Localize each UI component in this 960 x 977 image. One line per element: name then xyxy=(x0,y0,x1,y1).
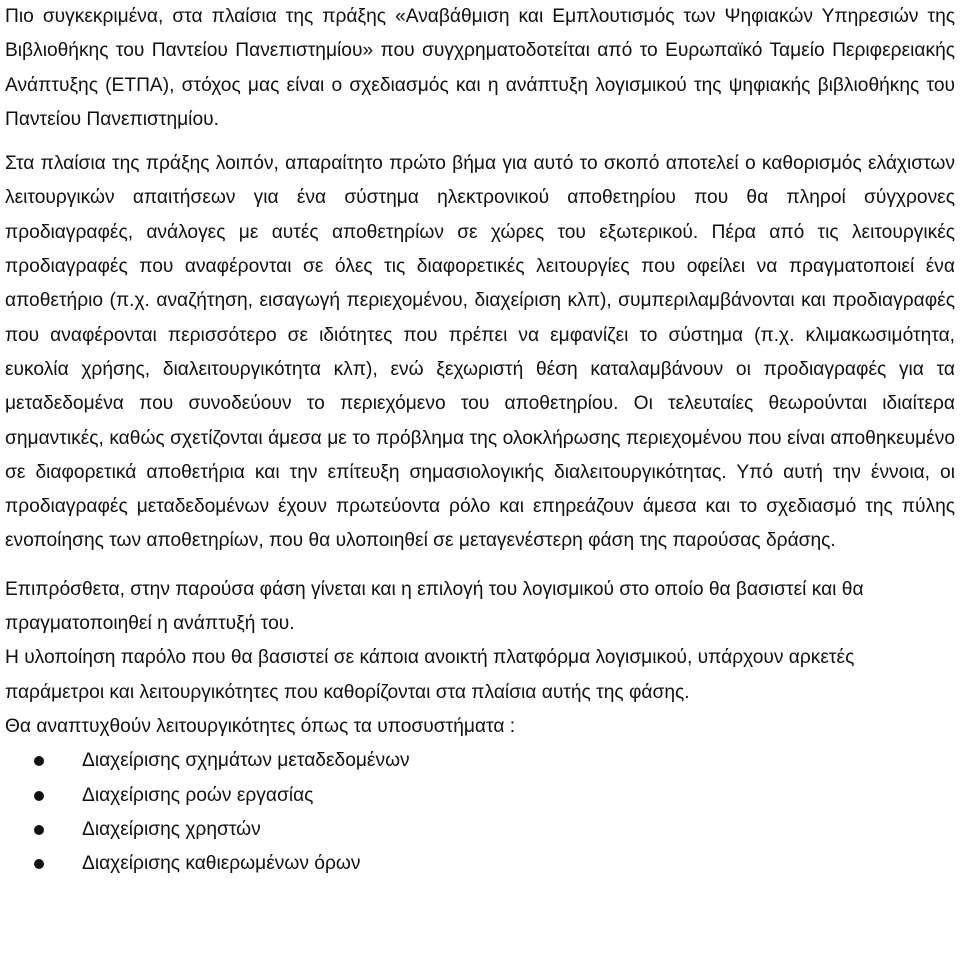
list-item-label: Διαχείρισης καθιερωμένων όρων xyxy=(82,853,361,875)
list-item-label: Διαχείρισης σχημάτων μεταδεδομένων xyxy=(82,750,410,772)
paragraph-intro: Πιο συγκεκριμένα, στα πλαίσια της πράξης «Αναβάθμιση και Εμπλουτισμός των Ψηφιακών Υπηρεσιών της Βιβλιοθήκης του Παντείου Πανεπιστημίου» που συγχρηματοδοτείται από το Ευρωπαϊκό Ταμείο Περιφερειακής Ανάπτυξης (ΕΤΠΑ), στόχος μας είναι ο σχεδιασμός και η ανάπτυξη λογισμικού της ψηφιακής βιβλιοθήκης του Παντείου Πανεπιστημίου. xyxy=(5,6,955,130)
document-page xyxy=(5,0,955,881)
list-item xyxy=(5,744,955,778)
paragraph-subsystems-intro: Θα αναπτυχθούν λειτουργικότητες όπως τα υποσυστήματα : xyxy=(5,715,516,737)
bullet-icon xyxy=(34,859,44,869)
list-item xyxy=(5,813,955,847)
list-item-label: Διαχείρισης χρηστών xyxy=(82,818,261,840)
list-item-label: Διαχείρισης ροών εργασίας xyxy=(82,784,314,806)
subsystems-list xyxy=(5,744,955,881)
paragraph-requirements: Στα πλαίσια της πράξης λοιπόν, απαραίτητο πρώτο βήμα για αυτό το σκοπό αποτελεί ο καθορισμός ελάχιστων λειτουργικών απαιτήσεων για ένα σύστημα ηλεκτρονικού αποθετηρίου που θα πληροί σύγχρονες προδιαγραφές, ανάλογες με αυτές αποθετηρίων σε χώρες του εξωτερικού. Πέρα από τις λειτουργικές προδιαγραφές που αναφέρονται σε όλες τις διαφορετικές λειτουργίες που οφείλει να πραγματοποιεί ένα αποθετήριο (π.χ. αναζήτηση, εισαγωγή περιεχομένου, διαχείριση κλπ), συμπεριλαμβάνονται και προδιαγραφές που αναφέρονται περισσότερο σε ιδιότητες που πρέπει να εμφανίζει το σύστημα (π.χ. κλιμακωσιμότητα, ευκολία χρήσης, διαλειτουργικότητα κλπ), ενώ ξεχωριστή θέση καταλαμβάνουν οι προδιαγραφές για τα μεταδεδομένα που συνοδεύουν το περιεχόμενο του αποθετηρίου. Οι τελευταίες θεωρούνται ιδιαίτερα σημαντικές, καθώς σχετίζονται άμεσα με το πρόβλημα της ολοκλήρωσης περιεχομένου που είναι αποθηκευμένο σε διαφορετικά αποθετήρια και την επίτευξη σημασιολογικής διαλειτουργικότητας. Υπό αυτή την έννοια, οι προδιαγραφές μεταδεδομένων έχουν πρωτεύοντα ρόλο και επηρεάζουν άμεσα και το σχεδιασμό της πύλης ενοποίησης των αποθετηρίων, που θα υλοποιηθεί σε μεταγενέστερη φάση της παρούσας δράσης. xyxy=(5,153,955,552)
list-item xyxy=(5,779,955,813)
bullet-icon xyxy=(34,825,44,835)
bullet-icon xyxy=(34,756,44,766)
paragraph-software-selection: Επιπρόσθετα, στην παρούσα φάση γίνεται και η επιλογή του λογισμικού στο οποίο θα βασιστεί και θα πραγματοποιηθεί η ανάπτυξή του. xyxy=(5,578,864,635)
paragraph-implementation: Η υλοποίηση παρόλο που θα βασιστεί σε κάποια ανοικτή πλατφόρμα λογισμικού, υπάρχουν αρκετές παράμετροι και λειτουργικότητες που καθορίζονται στα πλαίσια αυτής της φάσης. xyxy=(5,647,855,703)
list-item xyxy=(5,847,955,881)
bullet-icon xyxy=(34,791,44,801)
